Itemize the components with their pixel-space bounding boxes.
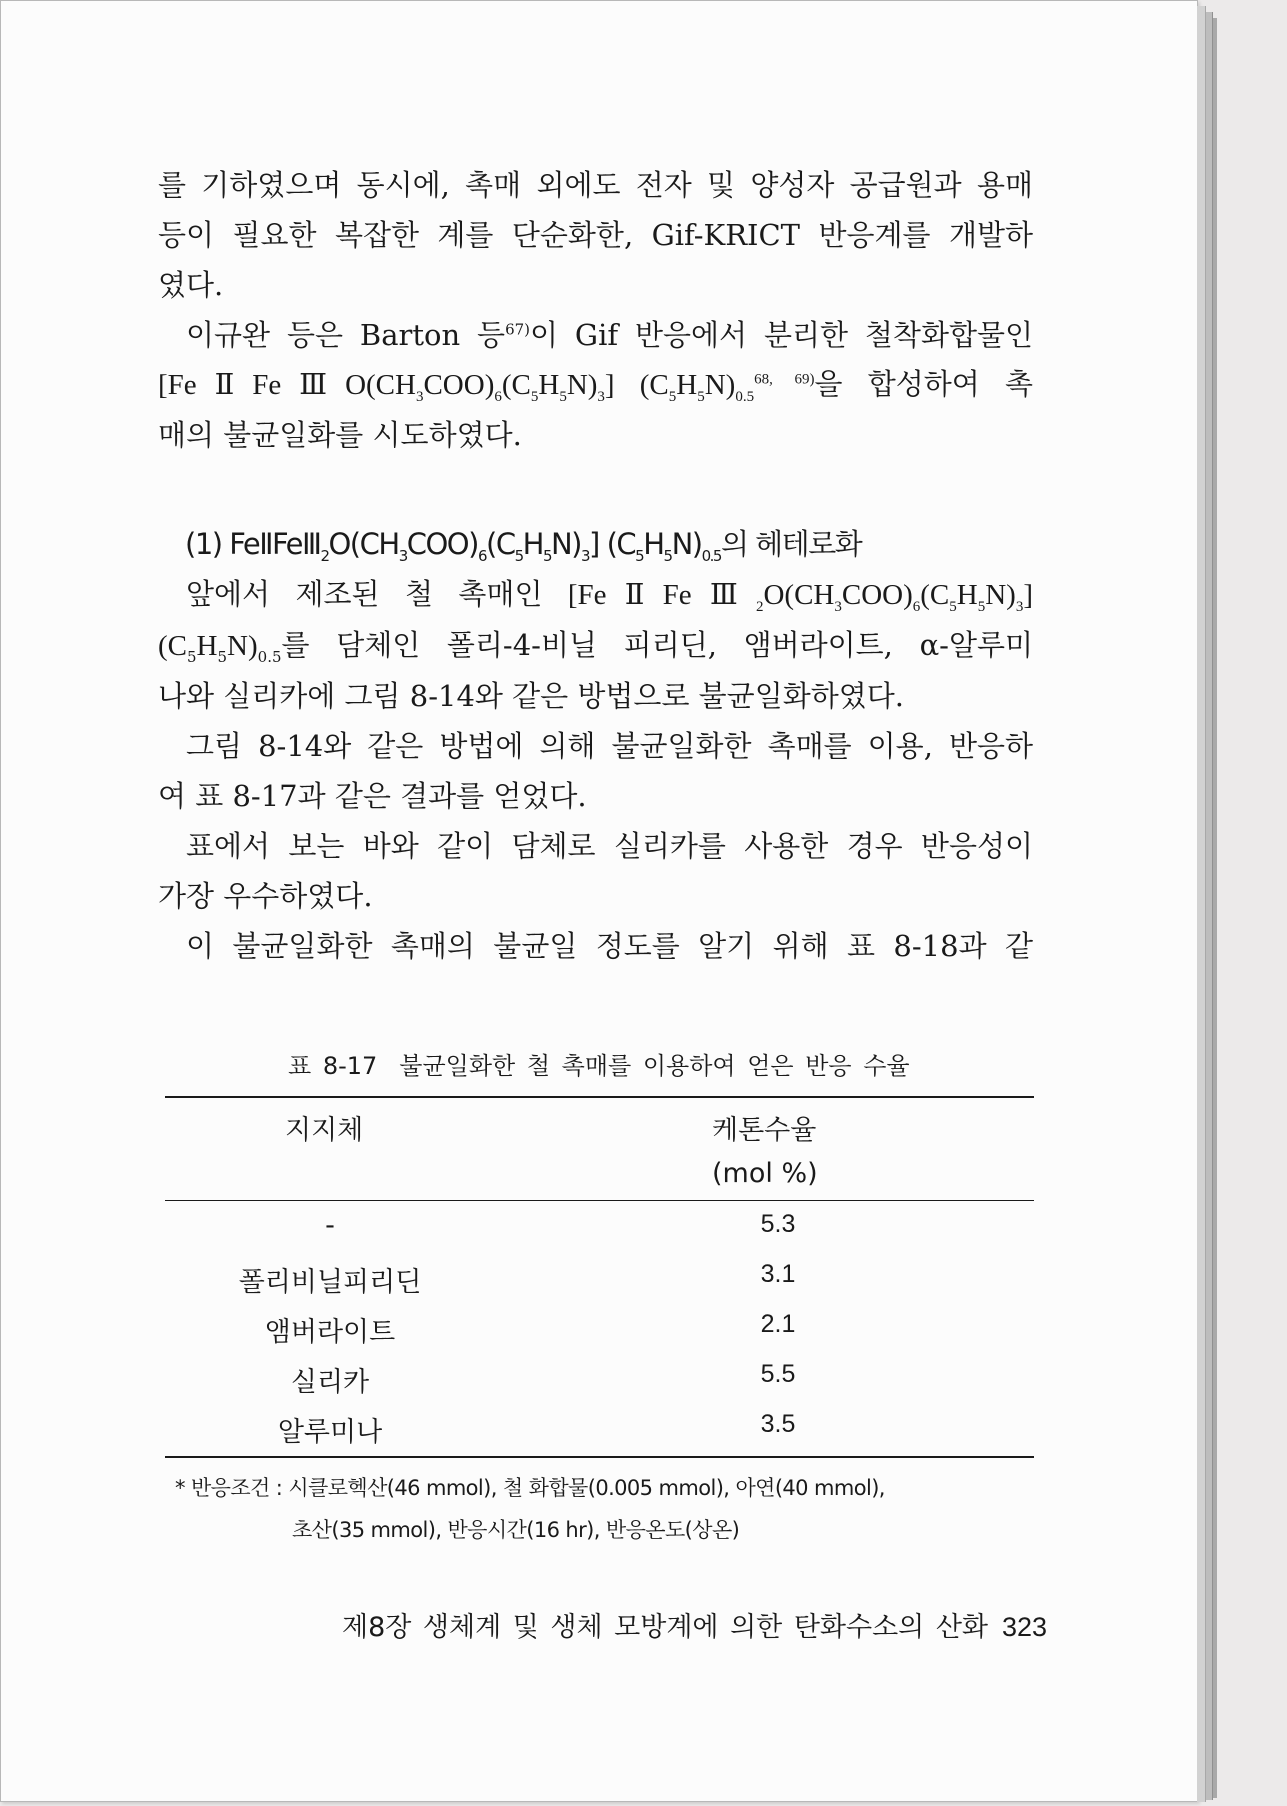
column-header-support: 지지체	[285, 1115, 364, 1146]
paragraph-3	[158, 570, 1033, 721]
yield-cell: 2.1	[760, 1310, 796, 1338]
table-row	[165, 1260, 1034, 1310]
support-cell: -	[325, 1210, 335, 1241]
table-row	[165, 1310, 1034, 1360]
page-edge	[1197, 6, 1206, 1802]
table-note: 초산(35 mmol), 반응시간(16 hr), 반응온도(상온)	[292, 1518, 740, 1542]
paragraph-4	[158, 721, 1033, 821]
formula-line: $(C_5H_5N)_{0.5}$를 담체인 폴리-4-비닐 피리딘, 앰버라이트, α-알루미	[158, 628, 1033, 666]
body-text	[158, 160, 1033, 460]
page-edge	[1213, 18, 1217, 1798]
text-line: 표에서 보는 바와 같이 담체로 실리카를 사용한 경우 반응성이	[186, 829, 1033, 863]
support-cell: 앰버라이트	[264, 1317, 396, 1348]
table-title: 불균일화한 철 촉매를 이용하여 얻은 반응 수율	[399, 1052, 910, 1080]
support-cell: 폴리비닐피리딘	[238, 1267, 422, 1298]
table-bottom-rule	[165, 1456, 1034, 1458]
chapter-title: 제8장 생체계 및 생체 모방계에 의한 탄화수소의 산화	[342, 1612, 988, 1643]
text-line: 였다.	[158, 268, 224, 302]
yield-cell: 3.1	[760, 1260, 796, 1288]
support-cell: 실리카	[290, 1367, 370, 1398]
column-header-yield: 케톤수율	[712, 1115, 817, 1146]
table-note: * 반응조건 : 시클로헥산(46 mmol), 철 화합물(0.005 mmol), 아연(40 mmol),	[175, 1476, 885, 1500]
support-cell: 알루미나	[277, 1417, 383, 1448]
yield-cell: 3.5	[760, 1410, 796, 1438]
running-footer	[342, 1605, 1047, 1644]
table-row	[165, 1210, 1034, 1260]
table-header-rule	[165, 1200, 1034, 1201]
formula-line: 앞에서 제조된 철 촉매인 $[FeⅡFeⅢ_2O(CH_3COO)_6(C_5H_5N)_3]$	[186, 579, 1033, 615]
text-line: 이규완 등은 Barton 등$^{67)}$이 Gif 반응에서 분리한 철착화합물인	[186, 318, 1034, 352]
table-caption	[288, 1046, 910, 1081]
text-line: 를 기하였으며 동시에, 촉매 외에도 전자 및 양성자 공급원과 용매	[158, 168, 1033, 202]
body-text-2	[158, 570, 1033, 971]
paragraph-1	[158, 160, 1033, 310]
text-line: 여 표 8-17과 같은 결과를 얻었다.	[158, 779, 587, 813]
table-row	[165, 1360, 1034, 1410]
text-line: 매의 불균일화를 시도하였다.	[158, 418, 522, 452]
yield-cell: 5.5	[760, 1360, 796, 1388]
table-row	[165, 1410, 1034, 1460]
text-line: 등이 필요한 복잡한 계를 단순화한, Gif-KRICT 반응계를 개발하	[158, 218, 1033, 252]
text-line: 나와 실리카에 그림 8-14와 같은 방법으로 불균일화하였다.	[158, 679, 904, 713]
page-number: 323	[1001, 1612, 1048, 1642]
table-top-rule	[165, 1096, 1034, 1098]
page-edge	[1206, 12, 1213, 1800]
text-line: 가장 우수하였다.	[158, 879, 373, 913]
section-heading: (1) $FeⅡFeⅢ_2O(CH_3COO)_6(C_5H_5N)_3$] $(C_5H_5N)_{0.5}$의 헤테로화	[185, 527, 862, 565]
formula-line: $[FeⅡFeⅢO(CH_3COO)_6(C_5H_5N)_3]$ $(C_5H_5N)_{0.5}^{68, 69)}$을 합성하여 촉	[158, 369, 1033, 405]
paragraph-5	[158, 821, 1033, 921]
text-line: 이 불균일화한 촉매의 불균일 정도를 알기 위해 표 8-18과 같	[186, 929, 1033, 963]
paragraph-2	[158, 310, 1033, 460]
table-number: 표 8-17	[288, 1052, 378, 1080]
paragraph-6	[158, 921, 1033, 971]
text-line: 그림 8-14와 같은 방법에 의해 불균일화한 촉매를 이용, 반응하	[186, 729, 1033, 763]
yield-cell: 5.3	[760, 1210, 796, 1238]
column-header-unit: (mol %)	[712, 1158, 818, 1189]
